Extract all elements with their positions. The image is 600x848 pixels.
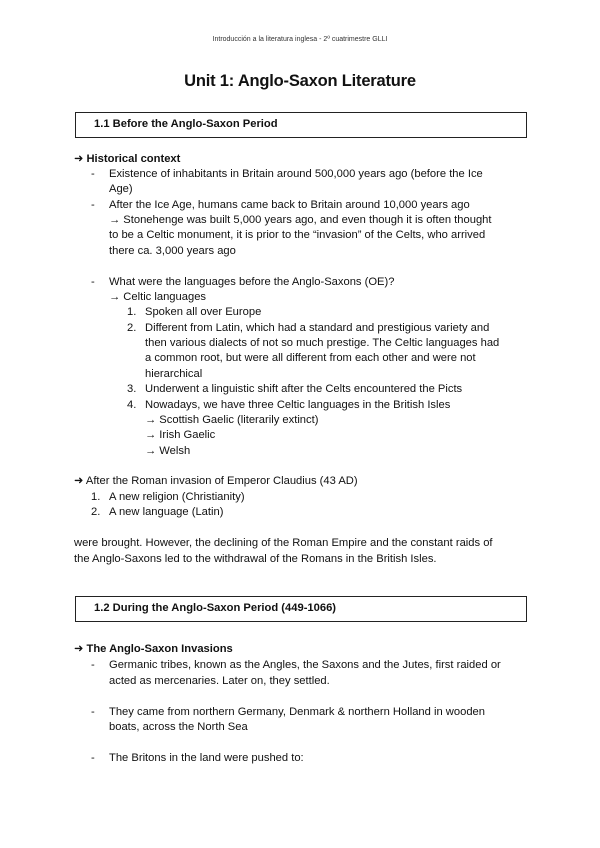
list-item: hierarchical xyxy=(145,368,203,380)
bullet-text: → Stonehenge was built 5,000 years ago, and even though it is often thought xyxy=(109,214,492,226)
historical-context-heading: ➜ Historical context xyxy=(74,153,181,165)
bullet-text: After the Ice Age, humans came back to Britain around 10,000 years ago xyxy=(109,199,470,211)
bullet-text: to be a Celtic monument, it is prior to the “invasion” of the Celts, who arrived xyxy=(109,229,486,241)
bullet-text: Age) xyxy=(109,183,133,195)
celtic-languages-label: → Celtic languages xyxy=(109,291,207,303)
bullet-text: Existence of inhabitants in Britain around 500,000 years ago (before the Ice xyxy=(109,168,483,180)
celtic-language-item: → Irish Gaelic xyxy=(145,429,216,441)
list-item: A new religion (Christianity) xyxy=(109,491,245,503)
list-item: Underwent a linguistic shift after the Celts encountered the Picts xyxy=(145,383,463,395)
bullet-text: The Britons in the land were pushed to: xyxy=(109,752,304,764)
document-header: Introducción a la literatura inglesa - 2º cuatrimestre GLLI xyxy=(212,36,388,43)
bullet-marker: - xyxy=(91,199,95,211)
list-number: 2. xyxy=(127,322,137,334)
list-item: then various dialects of not so much prestige. The Celtic languages had xyxy=(145,337,500,349)
bullet-text: They came from northern Germany, Denmark & northern Holland in wooden xyxy=(109,706,485,718)
list-number: 2. xyxy=(91,506,101,518)
list-item: a common root, but were all different from each other and were not xyxy=(145,352,476,364)
section-heading-1: 1.1 Before the Anglo-Saxon Period xyxy=(94,118,278,130)
list-number: 1. xyxy=(91,491,101,503)
list-item: Spoken all over Europe xyxy=(145,306,262,318)
bullet-text: Germanic tribes, known as the Angles, the Saxons and the Jutes, first raided or xyxy=(109,659,501,671)
bullet-marker: - xyxy=(91,168,95,180)
section-heading-box-2 xyxy=(75,596,527,622)
bullet-text: boats, across the North Sea xyxy=(109,721,248,733)
page-title: Unit 1: Anglo-Saxon Literature xyxy=(184,72,416,90)
celtic-language-item: → Welsh xyxy=(145,445,191,457)
bullet-text: What were the languages before the Anglo-Saxons (OE)? xyxy=(109,276,395,288)
celtic-language-item: → Scottish Gaelic (literarily extinct) xyxy=(145,414,319,426)
list-item: Nowadays, we have three Celtic languages in the British Isles xyxy=(145,399,451,411)
section-heading-2: 1.2 During the Anglo-Saxon Period (449-1066) xyxy=(94,602,337,614)
paragraph-line: were brought. However, the declining of the Roman Empire and the constant raids of xyxy=(74,537,493,549)
list-number: 3. xyxy=(127,383,137,395)
bullet-marker: - xyxy=(91,276,95,288)
section-heading-box-1 xyxy=(75,112,527,138)
bullet-text: acted as mercenaries. Later on, they settled. xyxy=(109,675,330,687)
bullet-marker: - xyxy=(91,706,95,718)
bullet-marker: - xyxy=(91,752,95,764)
list-number: 4. xyxy=(127,399,137,411)
list-item: A new language (Latin) xyxy=(109,506,224,518)
invasions-heading: ➜ The Anglo-Saxon Invasions xyxy=(74,643,233,655)
list-item: Different from Latin, which had a standard and prestigious variety and xyxy=(145,322,490,334)
roman-invasion-heading: ➜ After the Roman invasion of Emperor Claudius (43 AD) xyxy=(74,475,358,487)
paragraph-line: the Anglo-Saxons led to the withdrawal of the Romans in the British Isles. xyxy=(74,553,437,565)
list-number: 1. xyxy=(127,306,137,318)
bullet-text: there ca. 3,000 years ago xyxy=(109,245,236,257)
bullet-marker: - xyxy=(91,659,95,671)
